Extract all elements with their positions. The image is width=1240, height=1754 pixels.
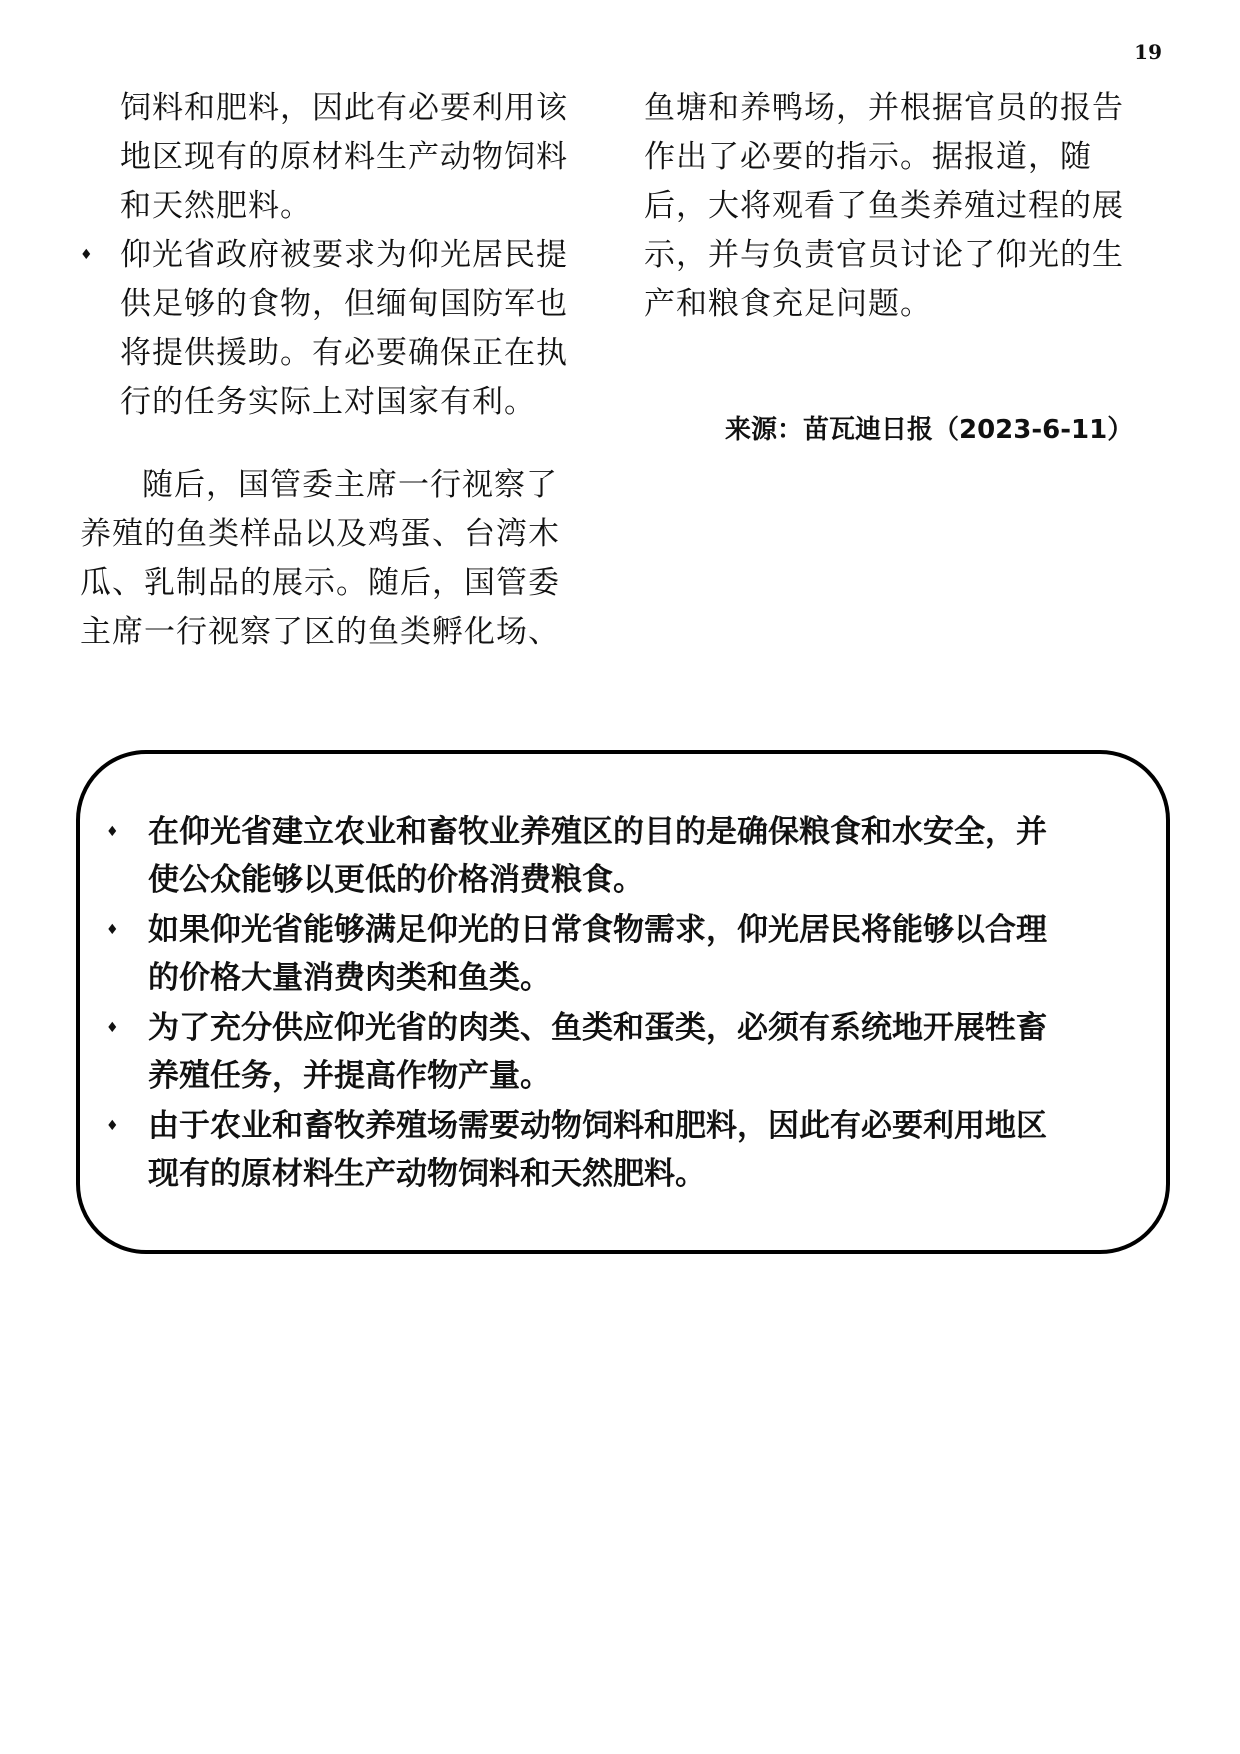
diamond-bullet-icon: ♦: [106, 1118, 119, 1134]
text-line: 行的任务实际上对国家有利。: [120, 384, 536, 420]
text-line: 的价格大量消费肉类和鱼类。: [148, 960, 551, 996]
text-line: 为了充分供应仰光省的肉类、鱼类和蛋类，必须有系统地开展牲畜: [148, 1010, 1047, 1046]
diamond-bullet-icon: ♦: [106, 922, 119, 938]
text-line: 瓜、乳制品的展示。随后，国管委: [80, 565, 560, 601]
text-line: 现有的原材料生产动物饲料和天然肥料。: [148, 1156, 706, 1192]
text-line: 和天然肥料。: [120, 188, 312, 224]
text-line: 使公众能够以更低的价格消费粮食。: [148, 862, 644, 898]
continuation-text: [80, 84, 610, 231]
summary-item: [106, 906, 1146, 1002]
left-column: [80, 84, 610, 657]
summary-item: [106, 1004, 1146, 1100]
source-citation: 来源：苗瓦迪日报（2023-6-11）: [725, 415, 1134, 445]
diamond-bullet-icon: ♦: [106, 1020, 119, 1036]
text-line: 鱼塘和养鸭场，并根据官员的报告: [644, 90, 1124, 126]
summary-item: [106, 808, 1146, 904]
text-line: 后，大将观看了鱼类养殖过程的展: [644, 188, 1124, 224]
text-line: 产和粮食充足问题。: [644, 286, 932, 322]
text-line: 随后，国管委主席一行视察了: [142, 467, 558, 503]
text-line: 在仰光省建立农业和畜牧业养殖区的目的是确保粮食和水安全，并: [148, 814, 1047, 850]
text-line: 养殖的鱼类样品以及鸡蛋、台湾木: [80, 516, 560, 552]
summary-list: [106, 808, 1146, 1200]
text-line: 将提供援助。有必要确保正在执: [120, 335, 568, 371]
text-line: 主席一行视察了区的鱼类孵化场、: [80, 614, 560, 650]
text-line: 供足够的食物，但缅甸国防军也: [120, 286, 568, 322]
summary-box: [76, 750, 1170, 1254]
text-line: 如果仰光省能够满足仰光的日常食物需求，仰光居民将能够以合理: [148, 912, 1047, 948]
text-line: 示，并与负责官员讨论了仰光的生: [644, 237, 1124, 273]
text-line: 仰光省政府被要求为仰光居民提: [120, 237, 568, 273]
right-column: [644, 84, 1164, 329]
diamond-bullet-icon: ♦: [80, 247, 94, 263]
text-line: 作出了必要的指示。据报道，随: [644, 139, 1092, 175]
text-line: 由于农业和畜牧养殖场需要动物饲料和肥料，因此有必要利用地区: [148, 1108, 1047, 1144]
text-line: 地区现有的原材料生产动物饲料: [120, 139, 568, 175]
page-number: 19: [1134, 40, 1162, 64]
summary-item: [106, 1102, 1146, 1198]
diamond-bullet-icon: ♦: [106, 824, 119, 840]
text-line: 饲料和肥料，因此有必要利用该: [120, 90, 568, 126]
bullet-item: [80, 231, 610, 427]
body-paragraph: [80, 461, 610, 657]
text-line: 养殖任务，并提高作物产量。: [148, 1058, 551, 1094]
